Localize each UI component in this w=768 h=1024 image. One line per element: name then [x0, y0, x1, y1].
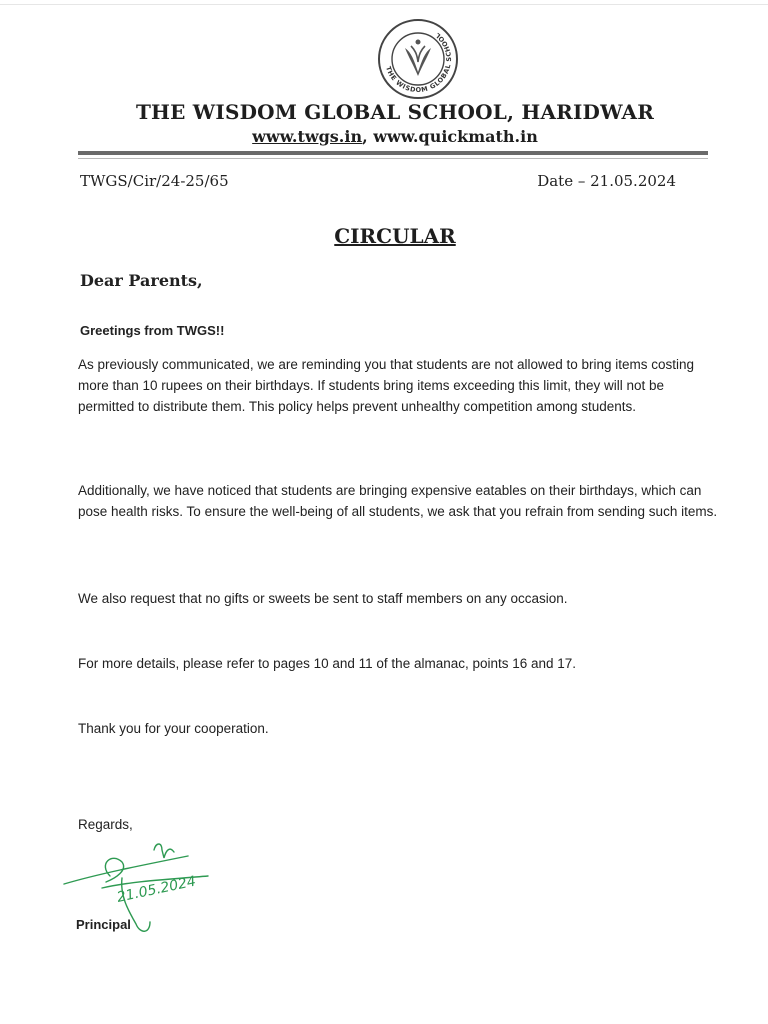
- paragraph-birthday-items: As previously communicated, we are reminding you that students are not allowed to bring items costing more than 10 rupees on their birthdays. If students bring items exceeding this limit, they will not be permitted to distribute them. This policy helps prevent unhealthy competition among students.: [78, 357, 695, 414]
- circular-reference-number: TWGS/Cir/24-25/65: [80, 172, 229, 190]
- paragraph-thanks: Thank you for your cooperation.: [78, 721, 269, 736]
- closing: Regards,: [78, 817, 133, 832]
- signatory-title: Principal: [76, 917, 131, 932]
- greeting: Greetings from TWGS!!: [80, 323, 225, 338]
- logo-ring-text: THE WISDOM GLOBAL SCHOOL: [384, 30, 454, 95]
- paragraph-almanac-reference: For more details, please refer to pages 10 and 11 of the almanac, points 16 and 17.: [78, 656, 577, 671]
- website-link-twgs[interactable]: www.twgs.in: [252, 127, 363, 146]
- circular-date: Date – 21.05.2024: [537, 172, 676, 190]
- paragraph-eatables: Additionally, we have noticed that students are bringing expensive eatables on their birthdays, which can pose health risks. To ensure the well-being of all students, we ask that you refrain from sending such items.: [78, 483, 718, 519]
- page-top-edge: [0, 4, 768, 5]
- document-title: CIRCULAR: [334, 224, 456, 248]
- header-divider: [78, 151, 708, 155]
- website-separator: ,: [362, 127, 374, 146]
- school-websites: [0, 127, 768, 146]
- school-logo: [367, 18, 469, 100]
- signature-date: 21.05.2024: [115, 873, 198, 906]
- salutation: Dear Parents,: [80, 271, 203, 290]
- header-divider-thin: [78, 158, 708, 159]
- website-link-quickmath[interactable]: www.quickmath.in: [373, 127, 538, 146]
- school-name: THE WISDOM GLOBAL SCHOOL, HARIDWAR: [135, 100, 655, 124]
- paragraph-staff-gifts: We also request that no gifts or sweets be sent to staff members on any occasion.: [78, 591, 568, 606]
